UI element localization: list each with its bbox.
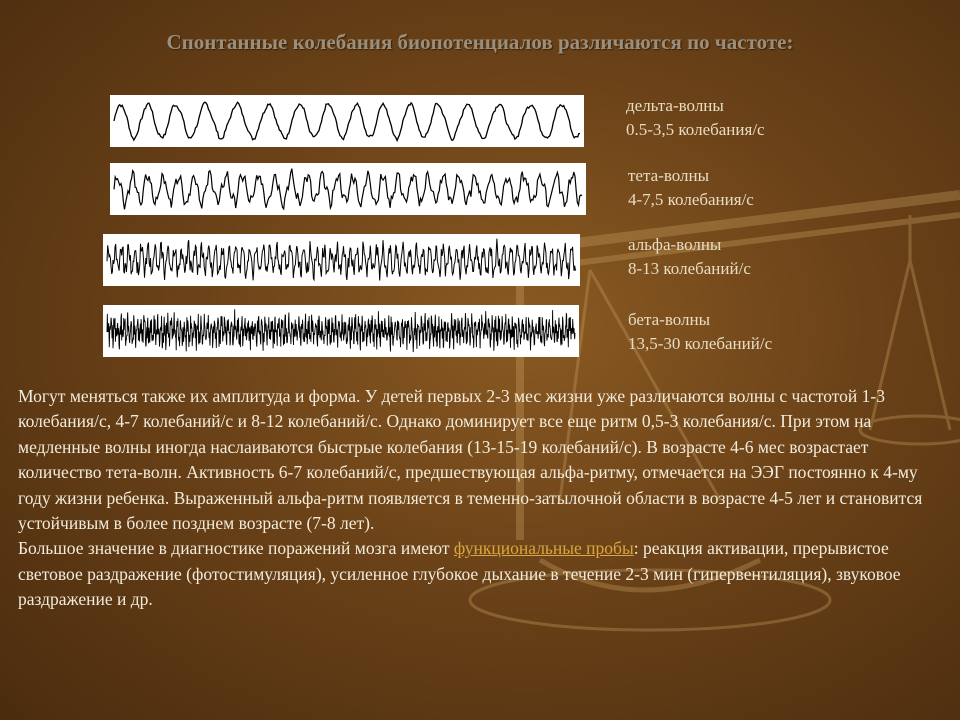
alpha-name: альфа-волны (628, 235, 722, 254)
alpha-wave-strip (103, 234, 580, 286)
beta-wave-trace (103, 305, 579, 357)
wave-path (114, 102, 580, 140)
theta-wave-strip (110, 163, 586, 215)
wave-path (114, 169, 582, 210)
beta-freq: 13,5-30 колебаний/с (628, 334, 773, 353)
body-paragraph-1: Могут меняться также их амплитуда и форма. У детей первых 2-3 мес жизни уже различаются волны с частотой 1-3 колебания/с, 4-7 колебаний/с и 8-12 колебаний/с. Однако доминирует все еще ритм 0,5-3 колебания/с. При этом на медленные волны иногда наслаиваются быстрые колебания (13-15-19 колебаний/с). В возрасте 4-6 мес возрастает количество тета-волн. Активность 6-7 колебаний/с, предшествующая альфа-ритму, отмечается на ЭЭГ постоянно к 4-му году жизни ребенка. Выраженный альфа-ритм появляется в теменно-затылочной области в возрасте 4-5 лет и становится устойчивым в более позднем возрасте (7-8 лет). (18, 386, 923, 534)
delta-wave-strip (110, 95, 584, 147)
wave-path (107, 239, 576, 281)
beta-name: бета-волны (628, 310, 711, 329)
theta-name: тета-волны (628, 166, 710, 185)
delta-freq: 0.5-3,5 колебания/с (626, 120, 765, 139)
body-paragraph-2 (18, 536, 948, 612)
alpha-label (628, 233, 751, 281)
delta-wave-trace (110, 95, 584, 147)
body-text (18, 384, 948, 613)
beta-wave-strip (103, 305, 579, 357)
theta-wave-trace (110, 163, 586, 215)
alpha-wave-trace (103, 234, 580, 286)
beta-label (628, 308, 772, 356)
theta-label (628, 164, 754, 212)
wave-path (107, 309, 575, 352)
delta-label (626, 94, 765, 142)
slide-title: Спонтанные колебания биопотенциалов различаются по частоте: (166, 30, 794, 54)
theta-freq: 4-7,5 колебания/с (628, 190, 754, 209)
alpha-freq: 8-13 колебаний/с (628, 259, 751, 278)
paragraph-2-start: Большое значение в диагностике поражений мозга имеют (18, 538, 454, 559)
delta-name: дельта-волны (626, 96, 724, 115)
paragraph-2-end: : реакция активации, прерывистое световое раздражение (фотостимуляция), усиленное глубокое дыхание в течение 2-3 мин (гипервентиляция), звуковое раздражение и др. (18, 538, 901, 610)
functional-tests-link[interactable]: функциональные пробы (453, 538, 634, 559)
